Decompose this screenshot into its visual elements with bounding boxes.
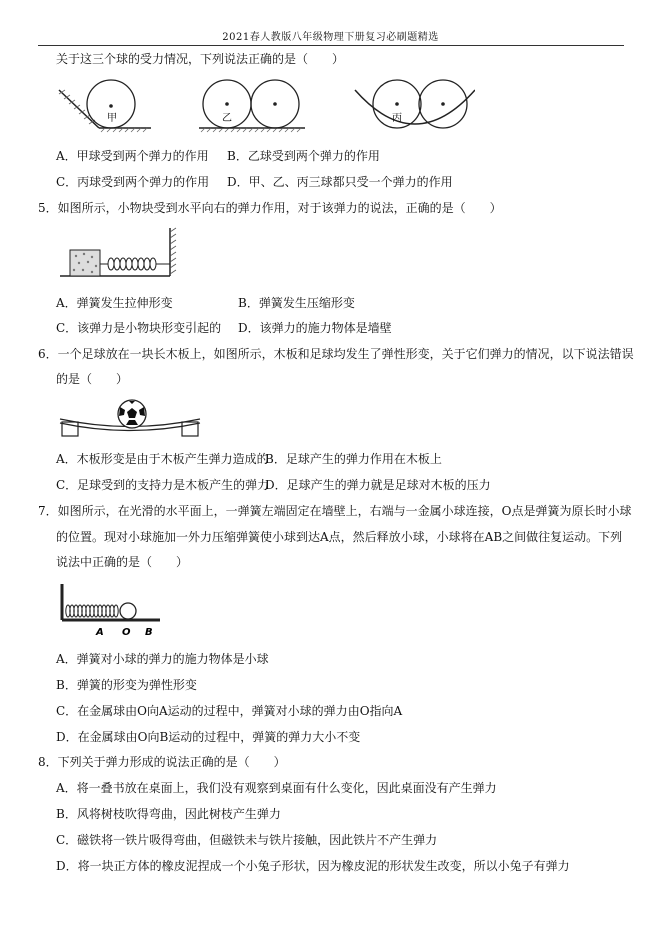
q4-label-yi: 乙	[222, 113, 232, 124]
q4-option-a: A．甲球受到两个弹力的作用	[56, 149, 209, 163]
page-header: 2021春人教版八年级物理下册复习必刷题精选	[222, 32, 439, 43]
q8-option-a: A．将一叠书放在桌面上，我们没有观察到桌面有什么变化，因此桌面没有产生弹力	[56, 781, 497, 795]
q5-option-c: C．该弹力是小物块形变引起的	[56, 321, 222, 335]
q6-stem-line2: 的是（ ）	[56, 372, 129, 386]
q8-option-c: C．磁铁将一铁片吸得弯曲，但磁铁未与铁片接触，因此铁片不产生弹力	[56, 833, 438, 847]
q5-option-d: D．该弹力的施力物体是墙壁	[238, 321, 392, 335]
q7-stem-line1: 7．如图所示，在光滑的水平面上，一弹簧左端固定在墙壁上，右端与一金属小球连接，O点是弹簧为原长时小球	[38, 504, 632, 518]
q4-label-jia: 甲	[107, 113, 117, 124]
q4-fig-yi	[199, 80, 305, 132]
q6-stem-line1: 6．一个足球放在一块长木板上，如图所示，木板和足球均发生了弹性形变，关于它们弹力的情况，以下说法错误	[38, 347, 634, 361]
q4-fig-bing	[355, 80, 475, 128]
q4-option-d: D．甲、乙、丙三球都只受一个弹力的作用	[227, 175, 453, 189]
q6-figure	[58, 396, 208, 440]
q6-option-d: D．足球产生的弹力就是足球对木板的压力	[265, 478, 491, 492]
q5-option-b: B．弹簧发生压缩形变	[238, 296, 355, 310]
q4-stem: 关于这三个球的受力情况，下列说法正确的是（ ）	[56, 52, 345, 66]
q7-label-b: B	[145, 627, 153, 638]
q5-stem: 5．如图所示，小物块受到水平向右的弹力作用，对于该弹力的说法，正确的是（ ）	[38, 201, 502, 215]
q7-option-b: B．弹簧的形变为弹性形变	[56, 678, 197, 692]
q7-label-a: A	[96, 627, 104, 638]
q8-option-b: B．风将树枝吹得弯曲，因此树枝产生弹力	[56, 807, 281, 821]
q6-option-a: A．木板形变是由于木板产生弹力造成的	[56, 452, 269, 466]
q5-figure	[58, 226, 180, 282]
q7-label-o: O	[122, 627, 131, 638]
q4-figure	[55, 78, 475, 138]
q7-option-c: C．在金属球由O向A运动的过程中，弹簧对小球的弹力由O指向A	[56, 704, 403, 718]
q6-option-b: B．足球产生的弹力作用在木板上	[265, 452, 442, 466]
q4-option-c: C．丙球受到两个弹力的作用	[56, 175, 210, 189]
q7-stem-line2: 的位置。现对小球施加一外力压缩弹簧使小球到达A点，然后释放小球，小球将在AB之间做往复运动。下列	[56, 530, 623, 544]
q8-option-d: D．将一块正方体的橡皮泥捏成一个小兔子形状，因为橡皮泥的形状发生改变，所以小兔子有弹力	[56, 859, 570, 873]
q4-option-b: B．乙球受到两个弹力的作用	[227, 149, 380, 163]
q7-stem-line3: 说法中正确的是（ ）	[56, 555, 189, 569]
q5-option-a: A．弹簧发生拉伸形变	[56, 296, 173, 310]
q4-label-bing: 丙	[392, 113, 402, 124]
q7-option-a: A．弹簧对小球的弹力的施力物体是小球	[56, 652, 269, 666]
q7-figure	[56, 580, 166, 640]
q7-option-d: D．在金属球由O向B运动的过程中，弹簧的弹力大小不变	[56, 730, 361, 744]
q8-stem: 8．下列关于弹力形成的说法正确的是（ ）	[38, 755, 286, 769]
header-rule	[38, 45, 624, 46]
q4-fig-jia	[59, 80, 151, 132]
q6-option-c: C．足球受到的支持力是木板产生的弹力	[56, 478, 270, 492]
